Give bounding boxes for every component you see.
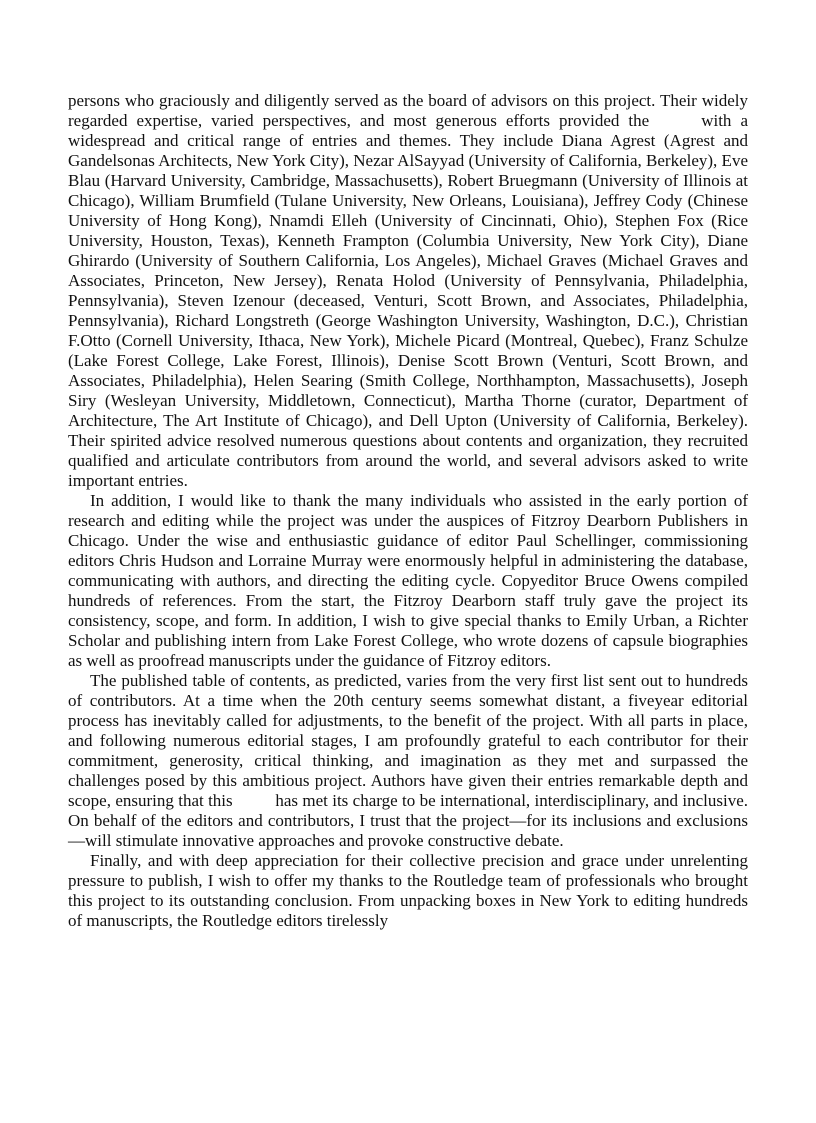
- paragraph-routledge: Finally, and with deep appreciation for their collective precision and grace under unrelenting pressure to publish, I wish to offer my thanks to the Routledge team of professionals who brought this project to its outstanding conclusion. From unpacking boxes in New York to editing hundreds of manuscripts, the Routledge editors tirelessly: [68, 851, 748, 930]
- document-page: [68, 91, 748, 931]
- paragraph-fitzroy-dearborn: In addition, I would like to thank the many individuals who assisted in the early portion of research and editing while the project was under the auspices of Fitzroy Dearborn Publishers in Chicago. Under the wise and enthusiastic guidance of editor Paul Schellinger, commissioning editors Chris Hudson and Lorraine Murray were enormously helpful in administering the database, communicating with authors, and directing the editing cycle. Copyeditor Bruce Owens compiled hundreds of references. From the start, the Fitzroy Dearborn staff truly gave the project its consistency, scope, and form. In addition, I wish to give special thanks to Emily Urban, a Richter Scholar and publishing intern from Lake Forest College, who wrote dozens of capsule biographies as well as proofread manuscripts under the guidance of Fitzroy editors.: [68, 491, 748, 670]
- paragraph-contributors: The published table of contents, as predicted, varies from the very first list sent out to hundreds of contributors. At a time when the 20th century seems somewhat distant, a fiveyear editorial process has inevitably called for adjustments, to the benefit of the project. With all parts in place, and following numerous editorial stages, I am profoundly grateful to each contributor for their commitment, generosity, critical thinking, and imagination as they met and surpassed the challenges posed by this ambitious project. Authors have given their entries remarkable depth and scope, ensuring that this has met its charge to be international, interdisciplinary, and inclusive. On behalf of the editors and contributors, I trust that the project—for its inclusions and exclusions—will stimulate innovative approaches and provoke constructive debate.: [68, 671, 748, 850]
- paragraph-advisors: persons who graciously and diligently served as the board of advisors on this project. Their widely regarded expertise, varied perspectives, and most generous efforts provided the with a widespread and critical range of entries and themes. They include Diana Agrest (Agrest and Gandelsonas Architects, New York City), Nezar AlSayyad (University of California, Berkeley), Eve Blau (Harvard University, Cambridge, Massachusetts), Robert Bruegmann (University of Illinois at Chicago), William Brumfield (Tulane University, New Orleans, Louisiana), Jeffrey Cody (Chinese University of Hong Kong), Nnamdi Elleh (University of Cincinnati, Ohio), Stephen Fox (Rice University, Houston, Texas), Kenneth Frampton (Columbia University, New York City), Diane Ghirardo (University of Southern California, Los Angeles), Michael Graves (Michael Graves and Associates, Princeton, New Jersey), Renata Holod (University of Pennsylvania, Philadelphia, Pennsylvania), Steven Izenour (deceased, Venturi, Scott Brown, and Associates, Philadelphia, Pennsylvania), Richard Longstreth (George Washington University, Washington, D.C.), Christian F.Otto (Cornell University, Ithaca, New York), Michele Picard (Montreal, Quebec), Franz Schulze (Lake Forest College, Lake Forest, Illinois), Denise Scott Brown (Venturi, Scott Brown, and Associates, Philadelphia), Helen Searing (Smith College, Northhampton, Massachusetts), Joseph Siry (Wesleyan University, Middletown, Connecticut), Martha Thorne (curator, Department of Architecture, The Art Institute of Chicago), and Dell Upton (University of California, Berkeley). Their spirited advice resolved numerous questions about contents and organization, they recruited qualified and articulate contributors from around the world, and several advisors asked to write important entries.: [68, 91, 748, 490]
